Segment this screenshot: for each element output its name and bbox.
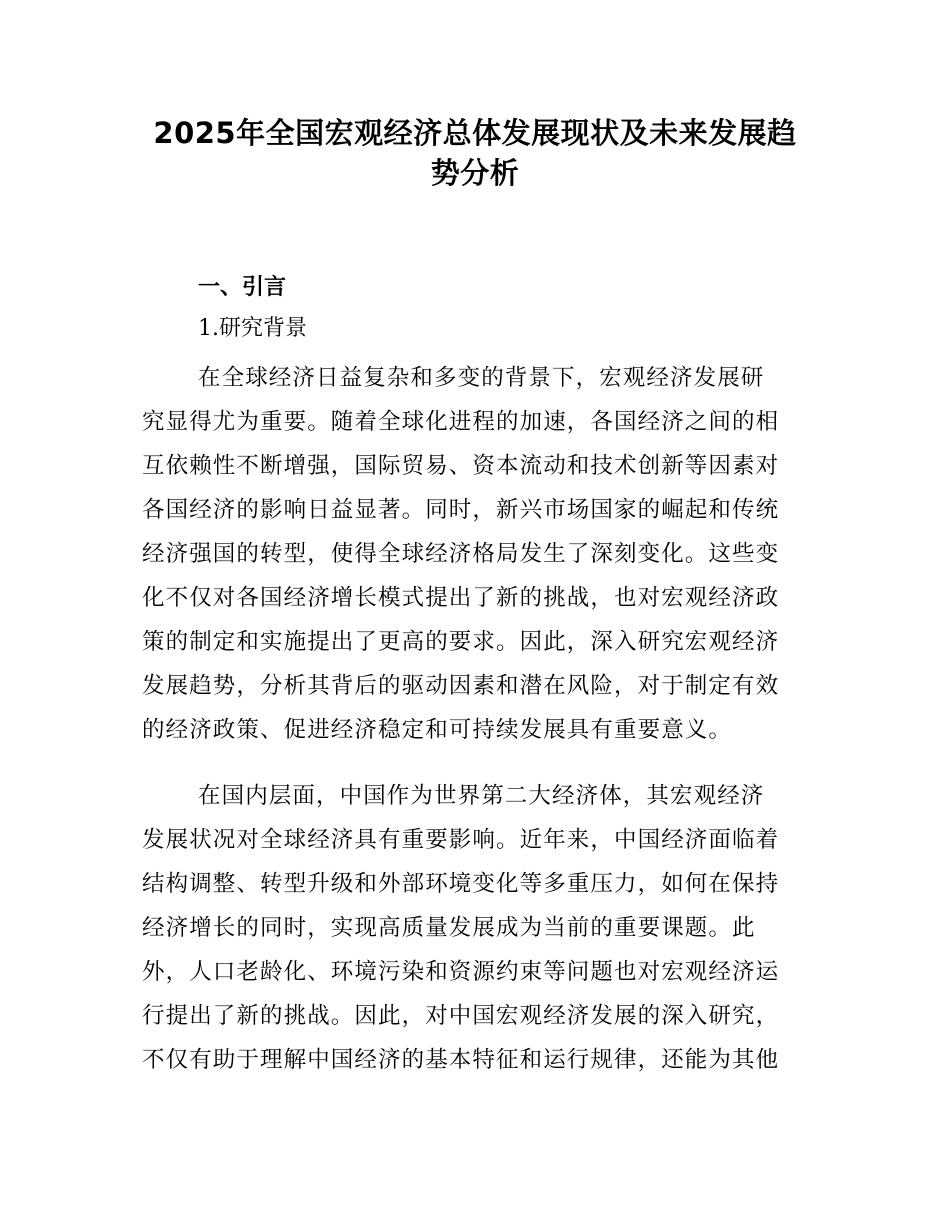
paragraph-line: 在国内层面，中国作为世界第二大经济体，其宏观经济 (198, 783, 765, 809)
paragraph-line: 各国经济的影响日益显著。同时，新兴市场国家的崛起和传统 (142, 497, 780, 523)
paragraph-line: 策的制定和实施提出了更高的要求。因此，深入研究宏观经济 (142, 629, 780, 655)
paragraph-line: 外，人口老龄化、环境污染和资源约束等问题也对宏观经济运 (142, 959, 780, 985)
subsection-heading: 1.研究背景 (198, 316, 307, 341)
paragraph-2 (142, 774, 817, 1082)
title-line-1: 2025年全国宏观经济总体发展现状及未来发展趋 (153, 116, 797, 150)
paragraph-line: 不仅有助于理解中国经济的基本特征和运行规律，还能为其他 (142, 1047, 780, 1073)
paragraph-line: 化不仅对各国经济增长模式提出了新的挑战，也对宏观经济政 (142, 585, 780, 611)
paragraph-line: 行提出了新的挑战。因此，对中国宏观经济发展的深入研究， (142, 1003, 780, 1029)
paragraph-line: 结构调整、转型升级和外部环境变化等多重压力，如何在保持 (142, 871, 780, 897)
paragraph-1 (142, 356, 817, 752)
section-heading: 一、引言 (198, 274, 287, 300)
paragraph-line: 经济强国的转型，使得全球经济格局发生了深刻变化。这些变 (142, 541, 780, 567)
title-line-2: 势分析 (430, 156, 520, 190)
paragraph-line: 发展状况对全球经济具有重要影响。近年来，中国经济面临着 (142, 827, 780, 853)
paragraph-line: 发展趋势，分析其背后的驱动因素和潜在风险，对于制定有效 (142, 673, 780, 699)
paragraph-line: 经济增长的同时，实现高质量发展成为当前的重要课题。此 (142, 915, 756, 941)
paragraph-line: 究显得尤为重要。随着全球化进程的加速，各国经济之间的相 (142, 409, 780, 435)
paragraph-line: 在全球经济日益复杂和多变的背景下，宏观经济发展研 (198, 365, 765, 391)
paragraph-line: 互依赖性不断增强，国际贸易、资本流动和技术创新等因素对 (142, 453, 780, 479)
paragraph-line: 的经济政策、促进经济稳定和可持续发展具有重要意义。 (142, 717, 733, 743)
document-title (0, 113, 950, 193)
